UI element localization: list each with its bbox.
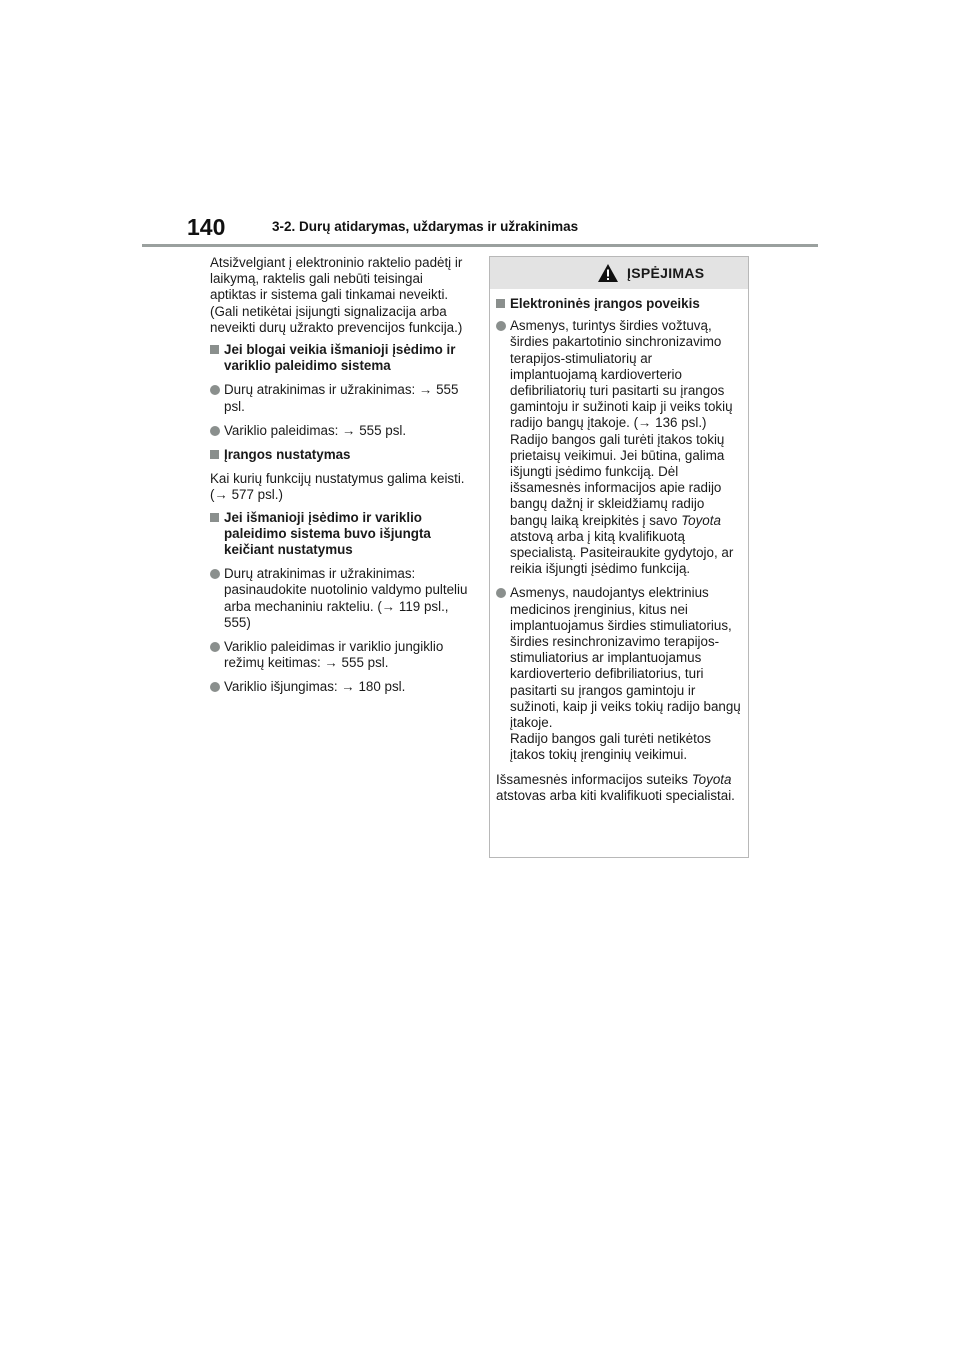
list-item-text: Variklio išjungimas: → 180 psl. [224,679,406,695]
list-item-text: Durų atrakinimas ir užrakinimas: pasinaudokite nuotolinio valdymo pulteliu arba mechaniniu rakteliu. (→ 119 psl., 555) [224,566,468,630]
square-bullet-icon [210,513,219,522]
list-item [210,566,472,631]
list-item [210,382,472,414]
list-item [210,679,472,695]
footer-text: atstovas arba kiti kvalifikuoti specialistai. [496,787,735,803]
warning-title: ĮSPĖJIMAS [627,265,705,281]
brand-name: Toyota [681,512,721,528]
page-number: 140 [187,214,226,240]
brand-name: Toyota [691,771,732,787]
list-item-text: Variklio paleidimas ir variklio jungiklio režimų keitimas: → 555 psl. [224,639,444,671]
round-bullet-icon [210,682,220,692]
warning-header [490,257,748,289]
warning-footer [496,772,742,804]
list-item [210,423,472,439]
warning-body [490,289,748,804]
footer-text: Išsamesnės informacijos suteiks [496,771,692,787]
list-item-text: Durų atrakinimas ir užrakinimas: → 555 psl. [224,382,459,414]
heading-settings [210,447,472,463]
left-column [210,255,472,704]
list-item-text: Asmenys, naudojantys elektrinius medicinos įrenginius, kitus nei implantuojamus širdies stimuliatorius, širdies resinchronizavimo terapijos-stimuliatorius ar implantuojamus kardioverterio defibriliatorius, turi pasitarti su įrangos gamintoju ir sužinoti, kaip ji veiks tokių radijo bangų įtakoje. [510,585,741,731]
heading-text: Jei blogai veikia išmanioji įsėdimo ir variklio paleidimo sistema [224,342,456,374]
round-bullet-icon [210,385,220,395]
heading-text: Elektroninės įrangos poveikis [510,296,700,311]
round-bullet-icon [210,569,220,579]
list-item-text: atstovą arba į kitą kvalifikuotą specialistą. Pasiteiraukite gydytojo, ar reikia išjungti įsėdimo funkciją. [510,528,734,577]
list-item-text: Variklio paleidimas: → 555 psl. [224,422,407,438]
round-bullet-icon [210,642,220,652]
header-rule [142,244,818,247]
list-item [496,585,742,763]
list-item [210,639,472,671]
list-item [496,318,742,577]
heading-malfunction [210,342,472,374]
round-bullet-icon [496,321,506,331]
square-bullet-icon [210,450,219,459]
round-bullet-icon [210,426,220,436]
section-title: 3-2. Durų atidarymas, uždarymas ir užrakinimas [272,219,579,234]
square-bullet-icon [210,345,219,354]
heading-text: Įrangos nustatymas [224,447,351,463]
warning-box [489,256,749,858]
heading-electronic-equipment [496,296,742,312]
square-bullet-icon [496,299,505,308]
heading-disabled [210,510,472,559]
heading-text: Jei išmanioji įsėdimo ir variklio paleidimo sistema buvo išjungta keičiant nustatymus [224,509,431,558]
warning-triangle-icon [597,263,619,283]
settings-paragraph: Kai kurių funkcijų nustatymus galima keisti. (→ 577 psl.) [210,471,465,503]
list-item-text: Radijo bangos gali turėti įtakos tokių prietaisų veikimui. Jei būtina, galima išjungti įsėdimo funkciją. Dėl išsamesnės informacijos apie radijo bangų dažnį ir skleidžiamų radijo bangų laiką kreipkitės į savo [510,431,725,528]
list-item-text: Asmenys, turintys širdies vožtuvą, širdies pakartotinio sinchronizavimo terapijos-stimuliatorių ar implantuojamą kardioverterio defibriliatorių turi pasitarti su įrangos gamintoju ir sužinoti kaip ji veiks tokių radijo bangų įtakoje. (→ 136 psl.) [510,318,733,431]
round-bullet-icon [496,588,506,598]
intro-paragraph: Atsižvelgiant į elektroninio raktelio padėtį ir laikymą, raktelis gali nebūti teisingai aptiktas ir sistema gali tinkamai neveikti. (Gali netikėtai įsijungti signalizacija arba neveikti durų užrakto prevencijos funkcija.) [210,255,463,335]
list-item-text: Radijo bangos gali turėti netikėtos įtakos tokių įrenginių veikimui. [510,731,711,763]
